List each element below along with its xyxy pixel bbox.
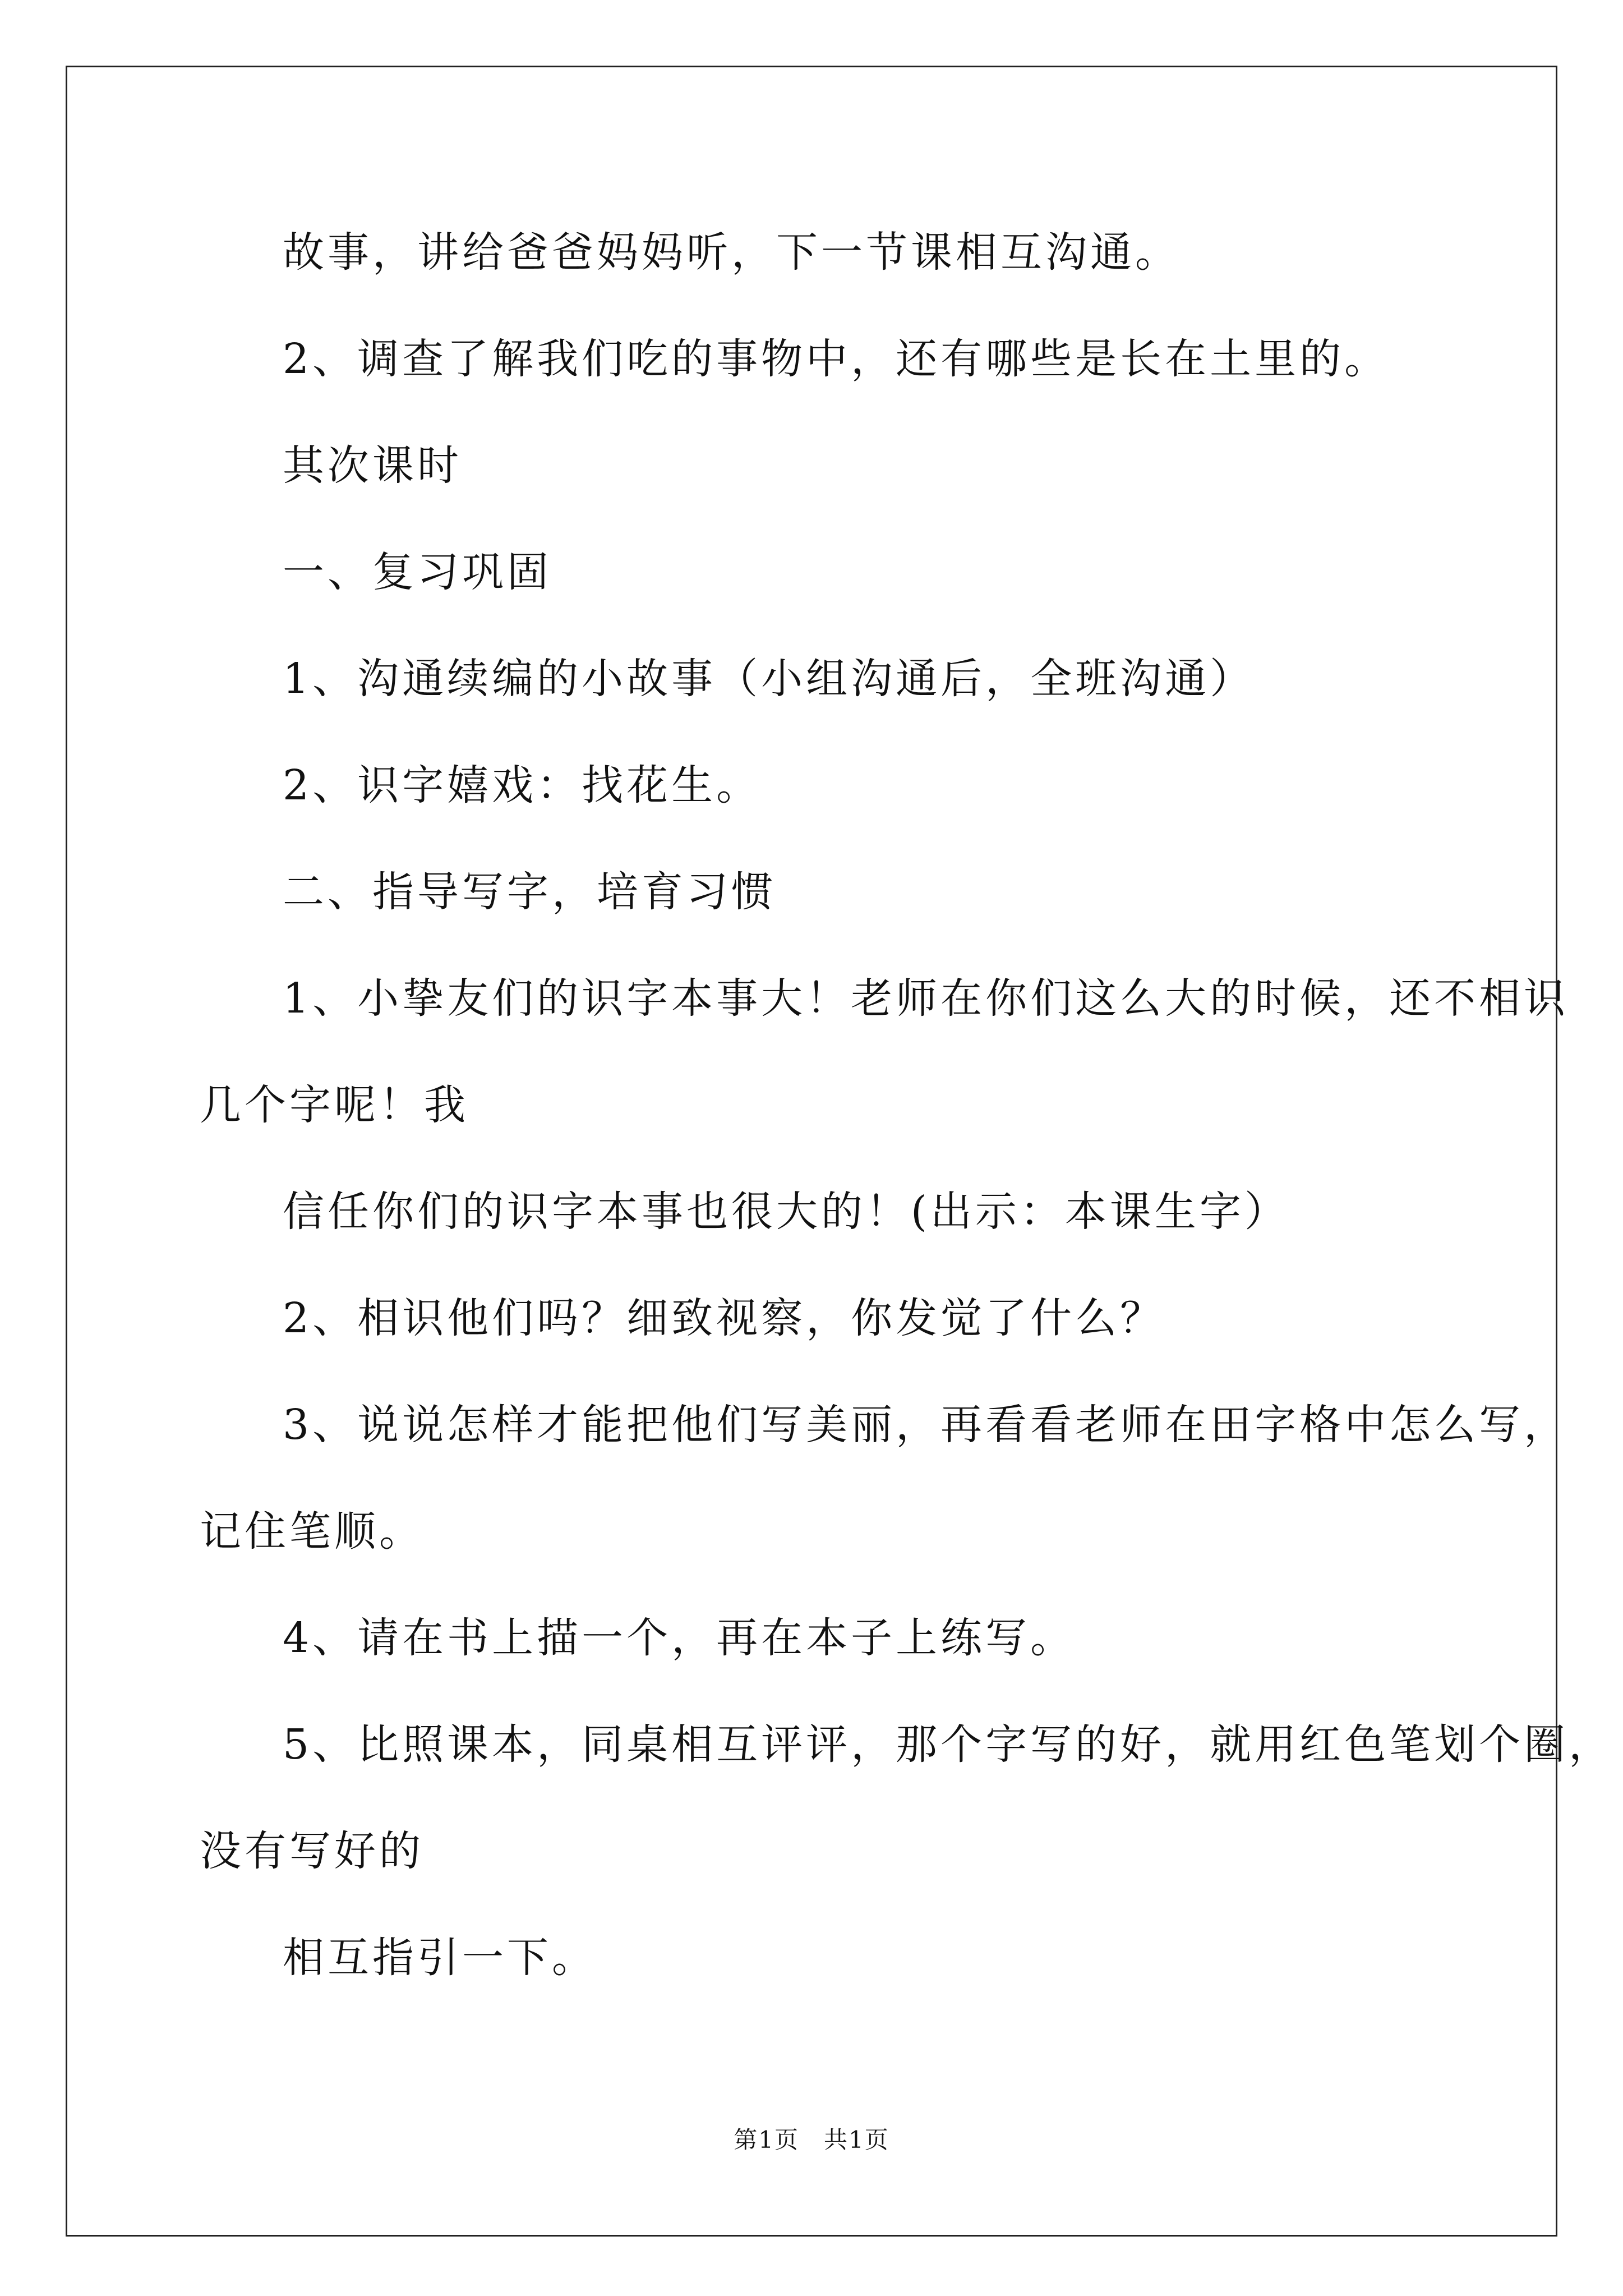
page-border (66, 66, 1557, 2237)
paragraph-text: 2、识字嬉戏：找花生。 (283, 761, 762, 809)
paragraph-text: 1、小挚友们的识字本事大！老师在你们这么大的时候，还不相识 (283, 974, 1569, 1023)
paragraph-text: 故事，讲给爸爸妈妈听，下一节课相互沟通。 (283, 228, 1180, 277)
paragraph-text: 2、相识他们吗？细致视察，你发觉了什么？ (283, 1294, 1165, 1342)
page-footer: 第1页 共1页 (734, 2126, 889, 2154)
paragraph-text: 2、调查了解我们吃的事物中，还有哪些是长在土里的。 (283, 335, 1390, 383)
paragraph-text: 记住笔顺。 (200, 1507, 424, 1556)
section-heading: 其次课时 (283, 441, 462, 490)
paragraph-text: 4、请在书上描一个，再在本子上练写。 (283, 1614, 1076, 1662)
paragraph-text: 1、沟通续编的小故事（小组沟通后，全班沟通） (283, 655, 1255, 703)
paragraph-text: 相互指引一下。 (283, 1934, 597, 1982)
paragraph-text: 没有写好的 (200, 1827, 424, 1875)
section-heading: 二、指导写字，培育习惯 (283, 868, 776, 916)
paragraph-text: 5、比照课本，同桌相互评评，那个字写的好，就用红色笔划个圈， (283, 1720, 1614, 1769)
paragraph-text: 几个字呢！我 (200, 1081, 469, 1129)
paragraph-text: 信任你们的识字本事也很大的！(出示：本课生字） (283, 1188, 1289, 1236)
section-heading: 一、复习巩固 (283, 548, 552, 596)
paragraph-text: 3、说说怎样才能把他们写美丽，再看看老师在田字格中怎么写， (283, 1401, 1569, 1449)
